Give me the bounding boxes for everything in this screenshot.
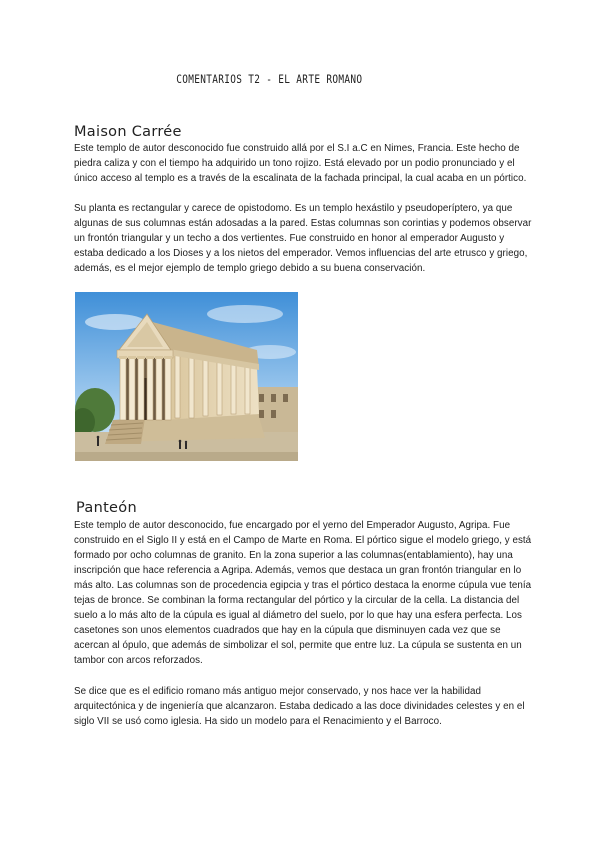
paragraph-maison-carree-1: Este templo de autor desconocido fue construido allá por el S.I a.C en Nimes, Francia. Este hecho de piedra caliza y con el tiempo ha adquirido un tono rojizo. Está elevado por un podio pronunciado y el único acceso al templo es a través de la escalinata de la fachada principal, la cual acaba en un pórtico. [74,143,527,184]
paragraph-panteon-2: Se dice que es el edificio romano más antiguo mejor conservado, y nos hace ver la habilidad arquitectónica y de ingeniería que alcanzaron. Estaba dedicado a las doce divinidades celestes y en el siglo VII se usó como iglesia. Ha sido un modelo para el Renacimiento y el Barroco. [74,686,525,727]
maison-carree-photo [75,292,298,461]
paragraph-panteon-1: Este templo de autor desconocido, fue encargado por el yerno del Emperador Augusto, Agripa. Fue construido en el Siglo II y está en el Campo de Marte en Roma. El pórtico sigue el modelo griego, y está formado por ocho columnas de granito. En la zona superior a las columnas(entablamiento), hay una inscripción que hace referencia a Agripa. Además, vemos que destaca un gran frontón triangular en lo más alto. Las columnas son de procedencia egipcia y tras el pórtico destaca la enorme cúpula vue tenía tejas de bronce. Se combinan la forma rectangular del pórtico y la circular de la cella. La distancia del suelo a lo más alto de la cúpula es igual al diámetro del suelo, por lo que hay una esfera perfecta. Los casetones son unos elementos cuadrados que hay en la cúpula que disminuyen cada vez que se acercan al ópulo, que además de simbolizar el sol, permite que entre luz. La cúpula se sustenta en un tambor con arcos reforzados. [74,520,532,666]
section-heading-panteon: Panteón [76,500,137,516]
section-heading-maison-carree: Maison Carrée [74,124,182,140]
paragraph-maison-carree-2: Su planta es rectangular y carece de opistodomo. Es un templo hexástilo y pseudoperíptero, ya que algunas de sus columnas están adosadas a la pared. Estas columnas son corintias y podemos observar un frontón triangular y un techo a dos vertientes. Fue construido en honor al emperador Augusto y estaba dedicado a los Dioses y a los nietos del emperador. Vemos influencias del arte etrusco y griego, además, es el mejor ejemplo de templo griego debido a su buena conservación. [74,203,532,274]
document-title: COMENTARIOS T2 - EL ARTE ROMANO [176,72,363,86]
maison-carree-illustration [75,292,298,461]
